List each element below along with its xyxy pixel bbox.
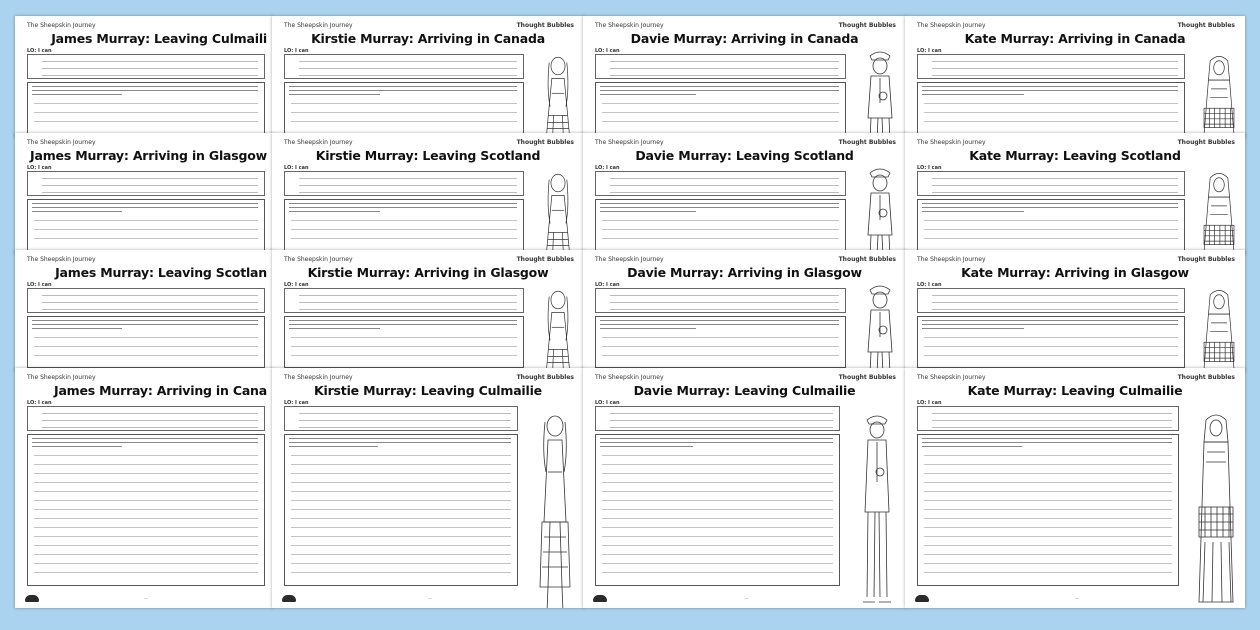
series-label: The Sheepskin Journey bbox=[284, 139, 353, 146]
character-illustration bbox=[858, 48, 902, 138]
worksheet-thumbnail bbox=[583, 368, 906, 608]
series-label: The Sheepskin Journey bbox=[27, 22, 96, 29]
worksheet-title: Kate Murray: Arriving in Canada bbox=[964, 31, 1186, 46]
thought-bubbles-label: Thought Bubbles bbox=[1177, 256, 1235, 263]
writing-lines bbox=[28, 455, 264, 573]
page-number-mark: — bbox=[428, 596, 432, 601]
worksheet-thumbnail bbox=[15, 133, 273, 255]
lo-label: LO: I can bbox=[595, 282, 620, 288]
character-illustration bbox=[536, 48, 580, 138]
series-label: The Sheepskin Journey bbox=[595, 22, 664, 29]
success-criteria-box bbox=[284, 171, 524, 196]
character-illustration bbox=[1197, 282, 1241, 372]
page-number-mark: — bbox=[144, 596, 148, 601]
lo-label: LO: I can bbox=[917, 165, 942, 171]
success-criteria-box bbox=[917, 406, 1179, 431]
writing-box bbox=[27, 199, 265, 251]
series-label: The Sheepskin Journey bbox=[595, 139, 664, 146]
character-illustration bbox=[1197, 165, 1241, 255]
series-label: The Sheepskin Journey bbox=[917, 256, 986, 263]
writing-box bbox=[284, 434, 518, 586]
character-illustration bbox=[858, 282, 902, 372]
worksheet-title: Davie Murray: Leaving Culmailie bbox=[633, 383, 856, 398]
success-criteria-box bbox=[595, 171, 846, 196]
success-criteria-box bbox=[284, 406, 518, 431]
worksheet-thumbnail bbox=[272, 250, 584, 372]
lo-label: LO: I can bbox=[595, 48, 620, 54]
writing-lines bbox=[285, 337, 523, 356]
character-illustration bbox=[536, 165, 580, 255]
lo-label: LO: I can bbox=[917, 48, 942, 54]
logo-icon bbox=[915, 595, 929, 602]
writing-box bbox=[595, 434, 840, 586]
thought-bubbles-label: Thought Bubbles bbox=[838, 374, 896, 381]
lo-label: LO: I can bbox=[27, 282, 52, 288]
worksheet-thumbnail bbox=[905, 16, 1245, 138]
character-illustration bbox=[858, 165, 902, 255]
writing-lines bbox=[28, 103, 264, 122]
success-criteria-box bbox=[27, 288, 265, 313]
thought-bubbles-label: Thought Bubbles bbox=[516, 22, 574, 29]
worksheet-thumbnail bbox=[272, 133, 584, 255]
writing-lines bbox=[596, 220, 845, 239]
worksheet-thumbnail bbox=[583, 133, 906, 255]
writing-lines bbox=[285, 103, 523, 122]
worksheet-title: Kirstie Murray: Arriving in Canada bbox=[311, 31, 545, 46]
thought-bubbles-label: Thought Bubbles bbox=[516, 256, 574, 263]
success-criteria-box bbox=[27, 171, 265, 196]
writing-box bbox=[27, 316, 265, 368]
writing-box bbox=[27, 82, 265, 134]
lo-label: LO: I can bbox=[27, 165, 52, 171]
thought-bubbles-label: Thought Bubbles bbox=[516, 374, 574, 381]
writing-lines bbox=[28, 337, 264, 356]
writing-lines bbox=[285, 220, 523, 239]
series-label: The Sheepskin Journey bbox=[284, 22, 353, 29]
logo-icon bbox=[593, 595, 607, 602]
lo-label: LO: I can bbox=[284, 400, 309, 406]
lo-label: LO: I can bbox=[284, 48, 309, 54]
lo-label: LO: I can bbox=[595, 400, 620, 406]
lo-label: LO: I can bbox=[27, 48, 52, 54]
worksheet-thumbnail bbox=[272, 16, 584, 138]
thought-bubbles-label: Thought Bubbles bbox=[838, 139, 896, 146]
success-criteria-box bbox=[284, 288, 524, 313]
writing-box bbox=[27, 434, 265, 586]
series-label: The Sheepskin Journey bbox=[917, 374, 986, 381]
page-number-mark: — bbox=[1075, 596, 1079, 601]
page-number-mark: — bbox=[744, 596, 749, 601]
thought-bubbles-label: Thought Bubbles bbox=[1177, 22, 1235, 29]
worksheet-title: Kate Murray: Leaving Culmailie bbox=[967, 383, 1183, 398]
writing-box bbox=[595, 199, 846, 251]
writing-box bbox=[917, 82, 1185, 134]
thought-bubbles-label: Thought Bubbles bbox=[1177, 139, 1235, 146]
logo-icon bbox=[25, 595, 39, 602]
character-illustration bbox=[852, 412, 902, 608]
writing-lines bbox=[285, 455, 517, 573]
worksheet-title: James Murray: Arriving in Cana bbox=[54, 383, 267, 398]
worksheet-thumbnail bbox=[905, 133, 1245, 255]
character-illustration bbox=[1197, 48, 1241, 138]
worksheet-title: Kirstie Murray: Leaving Culmailie bbox=[314, 383, 542, 398]
writing-lines bbox=[596, 103, 845, 122]
worksheet-title: James Murray: Leaving Scotlan bbox=[55, 265, 267, 280]
lo-label: LO: I can bbox=[284, 282, 309, 288]
series-label: The Sheepskin Journey bbox=[595, 256, 664, 263]
worksheet-title: Kirstie Murray: Arriving in Glasgow bbox=[307, 265, 549, 280]
worksheet-title: Kate Murray: Leaving Scotland bbox=[969, 148, 1181, 163]
writing-box bbox=[284, 316, 524, 368]
success-criteria-box bbox=[27, 54, 265, 79]
lo-label: LO: I can bbox=[917, 282, 942, 288]
writing-box bbox=[917, 434, 1179, 586]
success-criteria-box bbox=[595, 406, 840, 431]
series-label: The Sheepskin Journey bbox=[27, 139, 96, 146]
writing-box bbox=[284, 82, 524, 134]
worksheet-title: Kirstie Murray: Leaving Scotland bbox=[315, 148, 541, 163]
thought-bubbles-label: Thought Bubbles bbox=[838, 22, 896, 29]
worksheet-title: Davie Murray: Arriving in Glasgow bbox=[627, 265, 862, 280]
series-label: The Sheepskin Journey bbox=[284, 374, 353, 381]
lo-label: LO: I can bbox=[917, 400, 942, 406]
writing-lines bbox=[918, 337, 1184, 356]
worksheet-title: James Murray: Arriving in Glasgow bbox=[30, 148, 267, 163]
worksheet-title: Davie Murray: Arriving in Canada bbox=[630, 31, 859, 46]
success-criteria-box bbox=[917, 171, 1185, 196]
series-label: The Sheepskin Journey bbox=[284, 256, 353, 263]
writing-box bbox=[917, 316, 1185, 368]
writing-lines bbox=[918, 455, 1178, 573]
series-label: The Sheepskin Journey bbox=[917, 22, 986, 29]
worksheet-title: Kate Murray: Arriving in Glasgow bbox=[961, 265, 1189, 280]
worksheet-thumbnail bbox=[15, 16, 273, 138]
logo-icon bbox=[282, 595, 296, 602]
thought-bubbles-label: Thought Bubbles bbox=[838, 256, 896, 263]
success-criteria-box bbox=[595, 54, 846, 79]
success-criteria-box bbox=[917, 54, 1185, 79]
series-label: The Sheepskin Journey bbox=[595, 374, 664, 381]
writing-lines bbox=[918, 103, 1184, 122]
character-illustration bbox=[530, 412, 580, 608]
writing-box bbox=[595, 82, 846, 134]
success-criteria-box bbox=[595, 288, 846, 313]
lo-label: LO: I can bbox=[595, 165, 620, 171]
writing-box bbox=[595, 316, 846, 368]
lo-label: LO: I can bbox=[27, 400, 52, 406]
worksheet-thumbnail bbox=[583, 250, 906, 372]
series-label: The Sheepskin Journey bbox=[27, 256, 96, 263]
writing-lines bbox=[28, 220, 264, 239]
worksheet-title: Davie Murray: Leaving Scotland bbox=[635, 148, 854, 163]
lo-label: LO: I can bbox=[284, 165, 309, 171]
writing-box bbox=[284, 199, 524, 251]
worksheet-title: James Murray: Leaving Culmaili bbox=[51, 31, 267, 46]
worksheet-thumbnail bbox=[905, 250, 1245, 372]
success-criteria-box bbox=[284, 54, 524, 79]
worksheet-thumbnail bbox=[583, 16, 906, 138]
worksheet-thumbnail bbox=[15, 368, 273, 608]
worksheet-thumbnail bbox=[905, 368, 1245, 608]
writing-lines bbox=[596, 337, 845, 356]
success-criteria-box bbox=[27, 406, 265, 431]
thought-bubbles-label: Thought Bubbles bbox=[516, 139, 574, 146]
character-illustration bbox=[536, 282, 580, 372]
series-label: The Sheepskin Journey bbox=[27, 374, 96, 381]
thought-bubbles-label: Thought Bubbles bbox=[1177, 374, 1235, 381]
worksheet-thumbnail bbox=[272, 368, 584, 608]
series-label: The Sheepskin Journey bbox=[917, 139, 986, 146]
character-illustration bbox=[1191, 412, 1241, 608]
success-criteria-box bbox=[917, 288, 1185, 313]
writing-lines bbox=[596, 455, 839, 573]
writing-box bbox=[917, 199, 1185, 251]
worksheet-thumbnail bbox=[15, 250, 273, 372]
writing-lines bbox=[918, 220, 1184, 239]
